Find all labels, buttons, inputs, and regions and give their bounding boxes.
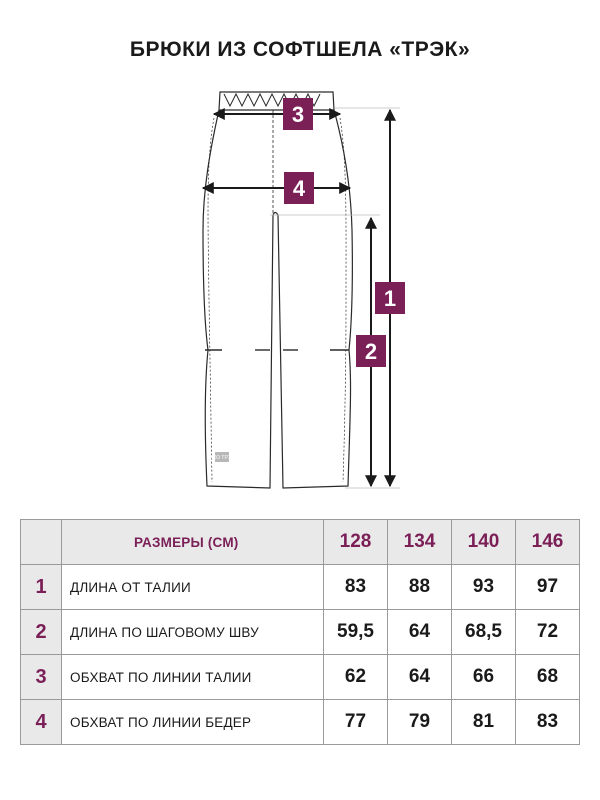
svg-text:3: 3 — [291, 102, 305, 127]
row-value: 64 — [388, 610, 452, 655]
badge-1 — [375, 282, 405, 314]
row-value: 88 — [388, 565, 452, 610]
row-value: 66 — [452, 655, 516, 700]
row-index: 1 — [21, 565, 62, 610]
table-row — [21, 565, 580, 610]
table-row — [21, 700, 580, 745]
row-value: 81 — [452, 700, 516, 745]
row-value: 93 — [452, 565, 516, 610]
badge-4 — [284, 172, 314, 204]
row-index: 2 — [21, 610, 62, 655]
table-row — [21, 655, 580, 700]
row-label: ДЛИНА ПО ШАГОВОМУ ШВУ — [62, 610, 324, 655]
row-value: 59,5 — [324, 610, 388, 655]
table-row — [21, 610, 580, 655]
row-value: 79 — [388, 700, 452, 745]
size-table — [20, 519, 580, 745]
pants-measurement-diagram — [0, 78, 600, 498]
svg-text:1: 1 — [383, 286, 397, 311]
row-value: 77 — [324, 700, 388, 745]
svg-text:4: 4 — [292, 176, 306, 201]
svg-text:2: 2 — [364, 339, 378, 364]
row-value: 83 — [324, 565, 388, 610]
badge-2 — [356, 335, 386, 367]
row-label: ОБХВАТ ПО ЛИНИИ БЕДЕР — [62, 700, 324, 745]
row-label: ОБХВАТ ПО ЛИНИИ ТАЛИИ — [62, 655, 324, 700]
header-corner-cell — [21, 520, 62, 565]
row-value: 83 — [516, 700, 580, 745]
size-header-146: 146 — [516, 520, 580, 565]
size-header-128: 128 — [324, 520, 388, 565]
badge-3 — [283, 98, 313, 130]
size-header-140: 140 — [452, 520, 516, 565]
row-label: ДЛИНА ОТ ТАЛИИ — [62, 565, 324, 610]
row-value: 62 — [324, 655, 388, 700]
header-label: РАЗМЕРЫ (СМ) — [62, 520, 324, 565]
row-value: 68,5 — [452, 610, 516, 655]
row-index: 4 — [21, 700, 62, 745]
size-header-134: 134 — [388, 520, 452, 565]
row-index: 3 — [21, 655, 62, 700]
row-value: 68 — [516, 655, 580, 700]
size-table-header — [21, 520, 580, 565]
row-value: 72 — [516, 610, 580, 655]
page-title: БРЮКИ ИЗ СОФТШЕЛА «ТРЭК» — [129, 38, 471, 61]
pants-outline — [203, 92, 352, 488]
row-value: 64 — [388, 655, 452, 700]
row-value: 97 — [516, 565, 580, 610]
garment-label-text: ЭКО ТРЭК — [209, 455, 235, 461]
